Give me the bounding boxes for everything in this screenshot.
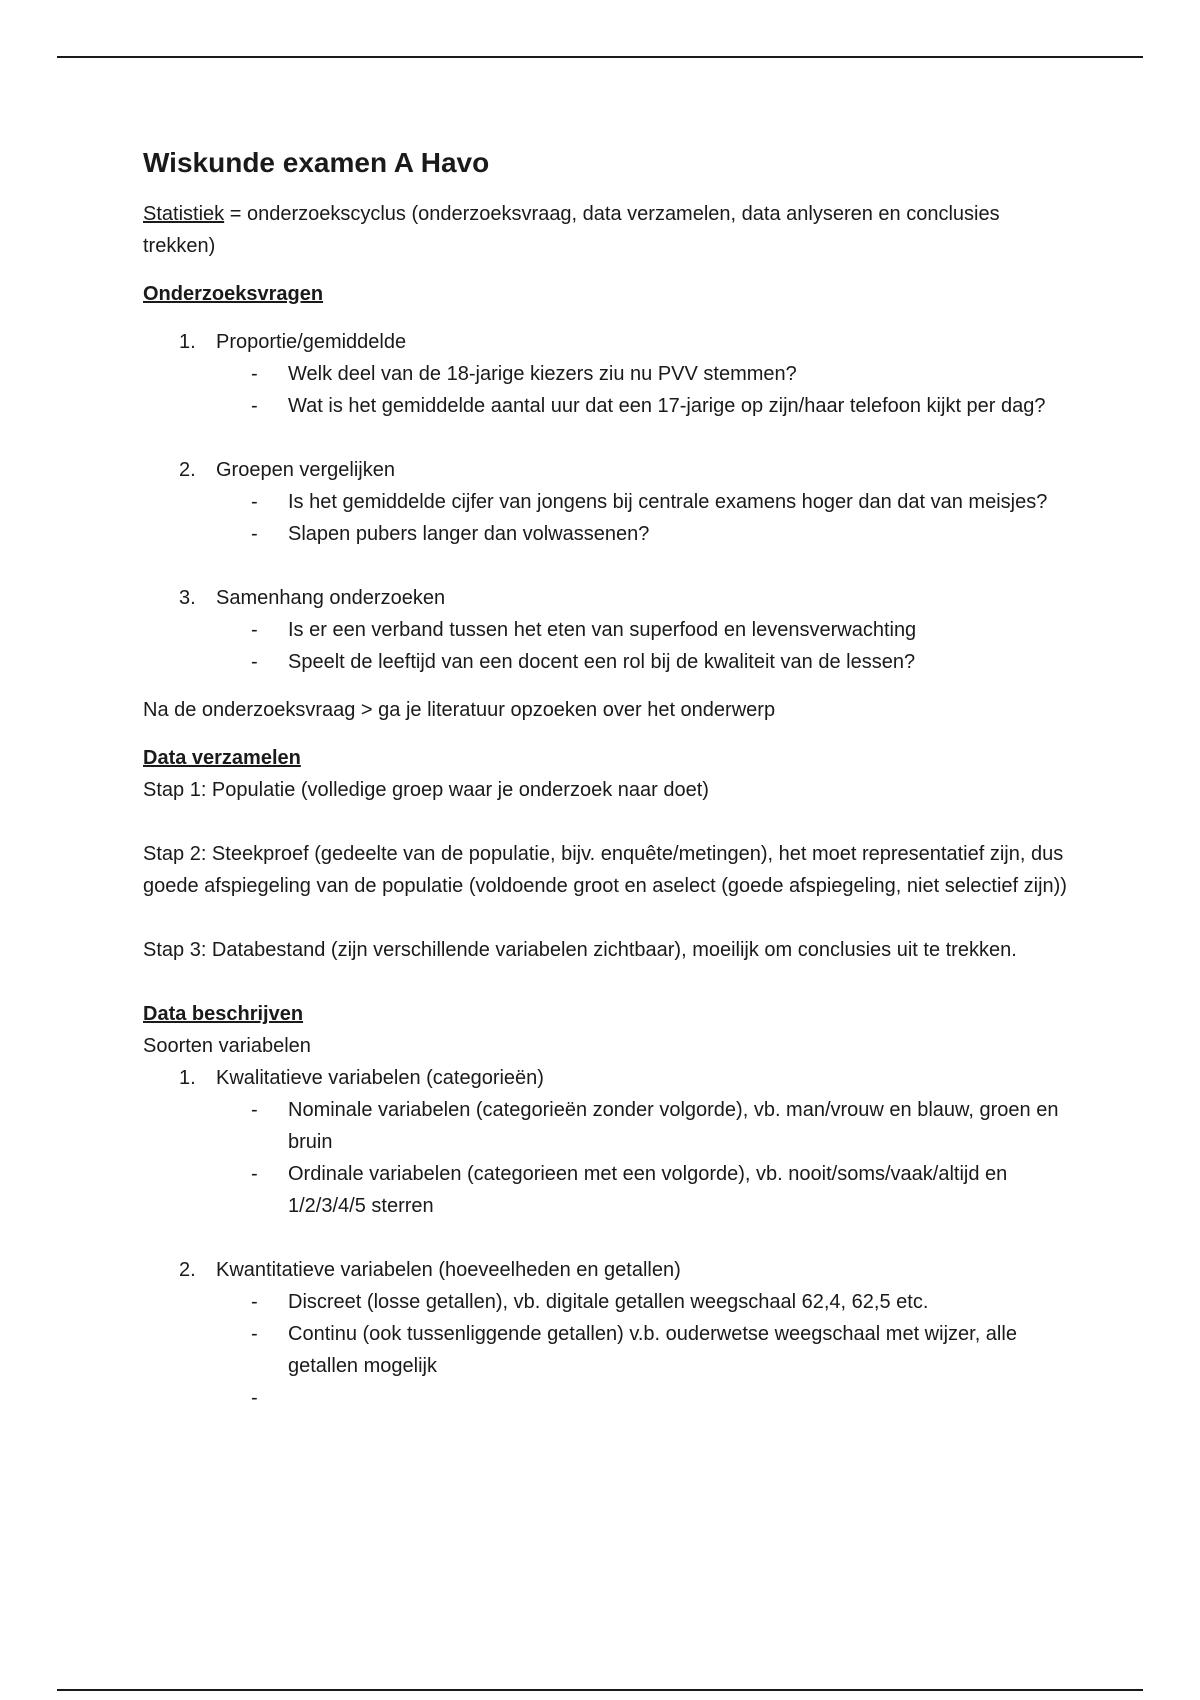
document-body: Wiskunde examen A Havo Statistiek = onderzoekscyclus (onderzoeksvraag, data verzamelen, data anlyseren en conclusies trekken) Onderzoeksvragen 1. Proportie/gemiddelde - Welk deel van de 18-jarige kiezers ziu nu PVV stemmen? - Wat is het gemiddelde aantal uur dat een 17-jarige op zijn/haar telefoon kijkt per dag? 2. Groepen vergelijken - Is het gemiddelde cijfer van jongens bij centrale examens hoger dan dat van meisjes? - Slapen pubers langer dan volwassenen? 3. Samenhang onderzoeken - Is er een verband tussen het eten van superfood en levensverwachting - Speelt de leeftijd van een docent een rol bij de kwaliteit van de lessen? Na de onderzoeksvraag > ga je literatuur opzoeken over het onderwerp Data verzamelen Stap 1: Populatie (volledige groep waar je onderzoek naar doet) Stap 2: Steekproef (gedeelte van de populatie, bijv. enquête/metingen), het moet representatief zijn, dus goede afspiegeling van de populatie (voldoende groot en aselect (goede afspiegeling, niet selectief zijn)) Stap 3: Databestand (zijn verschillende variabelen zichtbaar), moeilijk om conclusies uit te trekken. Data beschrijven Soorten variabelen 1. Kwalitatieve variabelen (categorieën) - Nominale variabelen (categorieën zonder volgorde), vb. man/vrouw en blauw, groen en bruin - Ordinale variabelen (categorieen met een volgorde), vb. nooit/soms/vaak/altijd en 1/2/3/4/5 sterren 2. Kwantitatieve variabelen (hoeveelheden en getallen) - Discreet (losse getallen), vb. digitale getallen weegschaal 62,4, 62,5 etc. - Continu (ook tussenliggende getallen) v.b. ouderwetse weegschaal met wijzer, alle getallen mogelijk - [143,146,1073,1382]
header-rule [57,56,1143,58]
bullet-item: - Continu (ook tussenliggende getallen) v.b. ouderwetse weegschaal met wijzer, alle getallen mogelijk [251,1323,1017,1377]
numbered-item: 2. Kwantitatieve variabelen (hoeveelheden en getallen) [179,1259,681,1281]
numbered-item: 3. Samenhang onderzoeken [179,587,446,609]
numbered-item: 1. Kwalitatieve variabelen (categorieën) [179,1067,544,1089]
section-heading-data-verzamelen: Data verzamelen [143,747,301,769]
bullet-item: - Nominale variabelen (categorieën zonder volgorde), vb. man/vrouw en blauw, groen en bruin [251,1099,1059,1153]
bullet-item: - Discreet (losse getallen), vb. digitale getallen weegschaal 62,4, 62,5 etc. [251,1291,929,1313]
bullet-item: - Welk deel van de 18-jarige kiezers ziu nu PVV stemmen? [251,363,797,385]
section-heading-data-beschrijven: Data beschrijven [143,1003,304,1025]
bullet-item: - Is er een verband tussen het eten van superfood en levensverwachting [251,619,917,641]
step-3: Stap 3: Databestand (zijn verschillende variabelen zichtbaar), moeilijk om conclusies uit te trekken. [143,939,1017,961]
bullet-item: - Is het gemiddelde cijfer van jongens bij centrale examens hoger dan dat van meisjes? [251,491,1048,513]
step-2: Stap 2: Steekproef (gedeelte van de populatie, bijv. enquête/metingen), het moet representatief zijn, dus goede afspiegeling van de populatie (voldoende groot en aselect (goede afspiegeling, niet selectief zijn)) [143,843,1067,897]
subheading-soorten-variabelen: Soorten variabelen [143,1035,311,1057]
bullet-item: - Speelt de leeftijd van een docent een rol bij de kwaliteit van de lessen? [251,651,916,673]
section-heading-onderzoeksvragen: Onderzoeksvragen [143,283,324,305]
numbered-item: 2. Groepen vergelijken [179,459,395,481]
numbered-item: 1. Proportie/gemiddelde [179,331,407,353]
footer-rule [57,1689,1143,1691]
bullet-item: - Wat is het gemiddelde aantal uur dat een 17-jarige op zijn/haar telefoon kijkt per dag? [251,395,1046,417]
bullet-item: - Ordinale variabelen (categorieen met een volgorde), vb. nooit/soms/vaak/altijd en 1/2/3/4/5 sterren [251,1163,1008,1217]
bullet-item: - Slapen pubers langer dan volwassenen? [251,523,650,545]
after-question-paragraph: Na de onderzoeksvraag > ga je literatuur opzoeken over het onderwerp [143,699,776,721]
intro-term: Statistiek [143,203,225,225]
step-1: Stap 1: Populatie (volledige groep waar je onderzoek naar doet) [143,779,709,801]
intro-text: = onderzoekscyclus (onderzoeksvraag, data verzamelen, data anlyseren en conclusies trekken) [143,203,1000,257]
intro-paragraph [143,198,1073,262]
page-title: Wiskunde examen A Havo [143,147,490,178]
